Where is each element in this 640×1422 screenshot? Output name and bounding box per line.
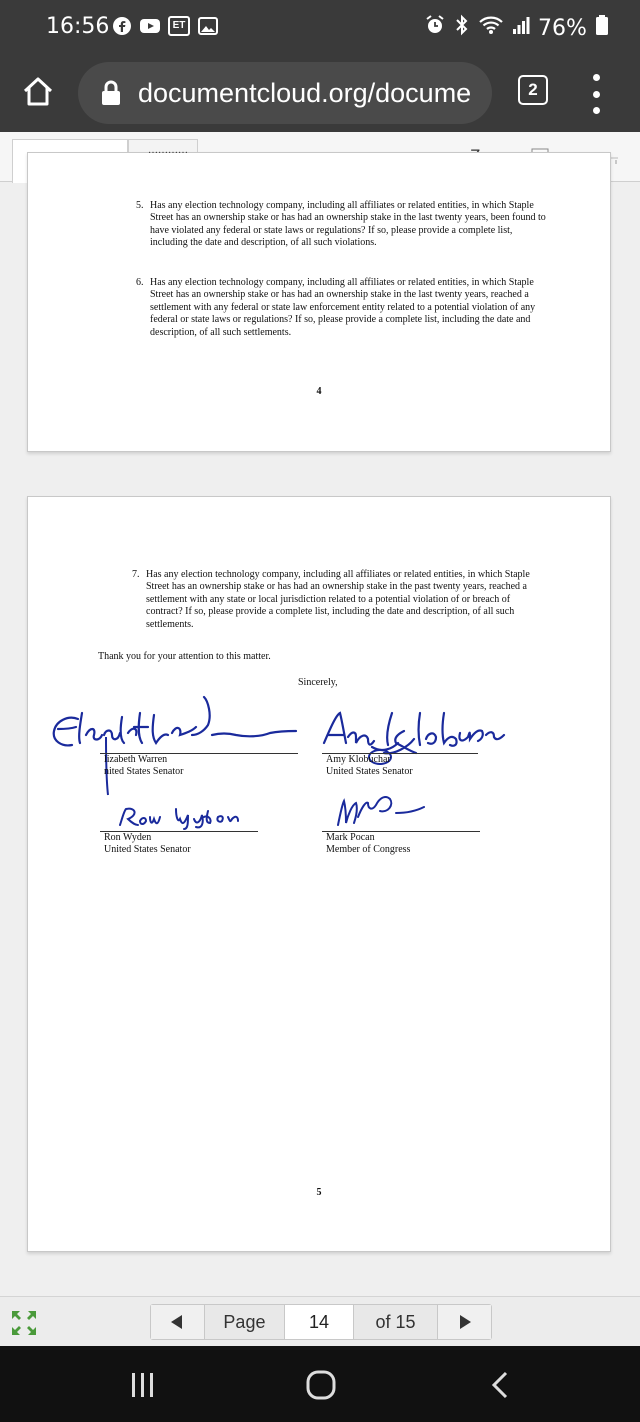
signatory-title: United States Senator xyxy=(104,844,191,856)
facebook-icon xyxy=(112,16,132,36)
document-page-4 xyxy=(27,145,611,452)
page-navigation xyxy=(0,1296,640,1346)
previous-page-button[interactable] xyxy=(151,1305,205,1339)
signatory-name: Amy Klobuchar xyxy=(326,754,391,765)
status-time: 16:56 xyxy=(46,14,110,39)
battery-level: 76% xyxy=(538,15,587,41)
closing-thanks: Thank you for your attention to this matter. xyxy=(98,651,271,662)
youtube-icon xyxy=(140,16,160,36)
signature-wyden xyxy=(114,803,264,833)
system-navigation-bar xyxy=(0,1346,640,1422)
signatory-title: Member of Congress xyxy=(326,844,411,856)
wifi-icon xyxy=(478,14,504,42)
dot-icon xyxy=(593,74,600,81)
question-text: Has any election technology company, including all affiliates or related entities, in which Staple Street has an ownership stake or has had an ownership stake in the last twenty years, been found to have violated any federal or state laws or regulations? If so, please provide a complete list, including the date and description, of all such violations. xyxy=(150,200,546,249)
page-number: 5 xyxy=(316,1187,322,1198)
signatory-title: nited States Senator xyxy=(104,766,184,778)
battery-icon xyxy=(595,14,609,42)
question-7 xyxy=(132,569,546,631)
page-number: 4 xyxy=(316,386,322,397)
signatory-wyden xyxy=(104,832,191,857)
lock-icon xyxy=(100,80,122,106)
cut-off-text-line: ………… xyxy=(148,145,188,156)
page-total-label: of 15 xyxy=(375,1311,416,1332)
pager-controls xyxy=(150,1304,492,1340)
signatory-klobuchar xyxy=(326,754,413,779)
document-page-5 xyxy=(27,496,611,1252)
signatory-title: United States Senator xyxy=(326,766,413,778)
overflow-menu-button[interactable] xyxy=(588,74,604,114)
document-viewer[interactable] xyxy=(0,145,640,1296)
et-icon-label: ET xyxy=(168,16,190,36)
system-icons xyxy=(424,14,609,42)
home-icon xyxy=(20,74,56,110)
address-bar[interactable] xyxy=(78,62,492,124)
question-text: Has any election technology company, including all affiliates or related entities, in which Staple Street has an ownership stake or has had an ownership stake in the past twenty years, reached a settlement with any state or local jurisdiction related to a potential violation of or breach of contract? If so, please provide a complete list, including the date and description, of all such settlements. xyxy=(146,569,530,630)
et-icon xyxy=(168,16,190,36)
signatory-name: lizabeth Warren xyxy=(104,754,168,765)
bluetooth-icon xyxy=(454,14,470,42)
signatory-warren xyxy=(104,754,183,779)
signatory-name: Mark Pocan xyxy=(326,832,375,843)
nav-home-icon[interactable] xyxy=(306,1370,336,1400)
question-number: 6. xyxy=(136,277,144,288)
gallery-icon xyxy=(198,16,218,36)
signatory-pocan xyxy=(326,832,410,857)
tab-switcher-button[interactable]: 2 xyxy=(518,75,548,105)
page-number-input[interactable]: 14 xyxy=(284,1305,354,1339)
url-text: documentcloud.org/docume xyxy=(138,77,472,108)
arrow-right-icon xyxy=(457,1314,473,1330)
question-5 xyxy=(136,200,550,250)
page-label: Page xyxy=(223,1311,266,1332)
notification-icons xyxy=(112,16,218,36)
signatory-name: Ron Wyden xyxy=(104,832,152,843)
signature-warren xyxy=(42,693,304,803)
arrow-left-icon xyxy=(169,1314,185,1330)
fullscreen-icon[interactable] xyxy=(8,1307,40,1339)
home-button[interactable] xyxy=(20,74,56,110)
dot-icon xyxy=(593,91,600,98)
signal-icon xyxy=(512,15,530,41)
alarm-icon xyxy=(424,14,446,42)
recents-icon[interactable] xyxy=(130,1371,156,1399)
question-text: Has any election technology company, including all affiliates or related entities, in which Staple Street has an ownership stake or has had an ownership stake in the last twenty years, reached a settlement with any federal or state law enforcement entity related to a potential violation of any federal or state laws or regulations? If so, please provide a complete list, including the date and description, of all such settlements. xyxy=(150,277,536,338)
back-icon[interactable] xyxy=(488,1370,512,1400)
signature-pocan xyxy=(332,789,452,831)
question-number: 5. xyxy=(136,200,144,211)
question-number: 7. xyxy=(132,569,140,580)
question-6 xyxy=(136,277,550,339)
dot-icon xyxy=(593,107,600,114)
status-bar xyxy=(0,0,640,56)
browser-toolbar xyxy=(0,56,640,132)
closing-sincerely: Sincerely, xyxy=(298,677,338,688)
next-page-button[interactable] xyxy=(437,1305,491,1339)
